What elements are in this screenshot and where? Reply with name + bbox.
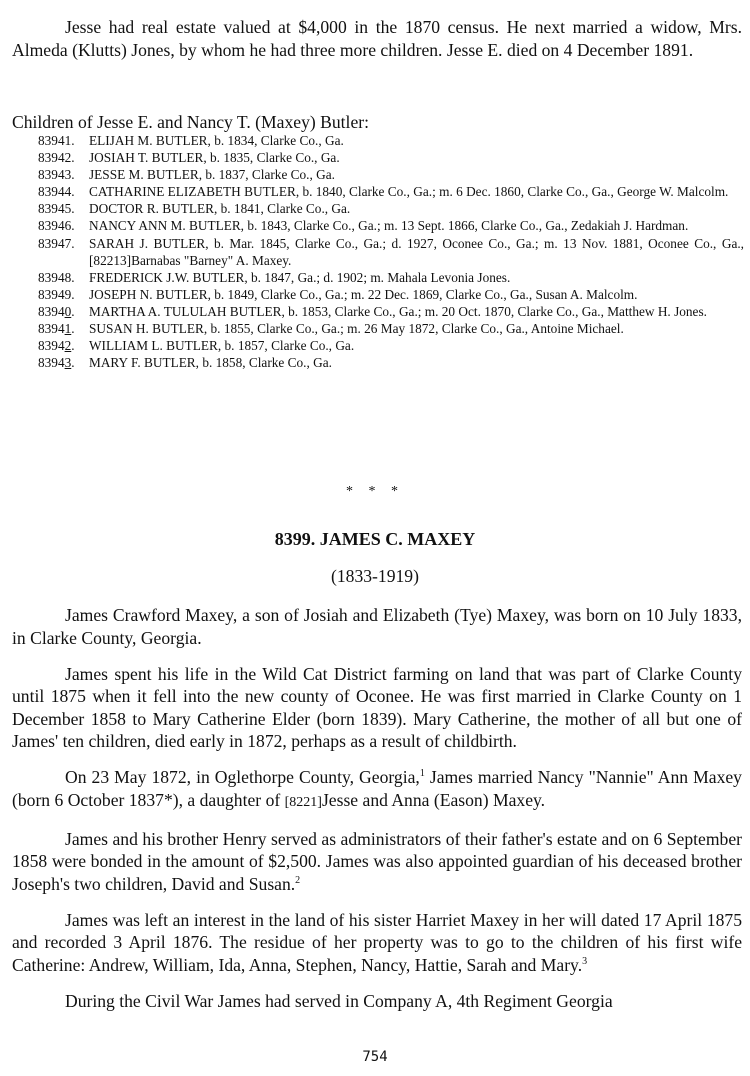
text-run: On 23 May 1872, in Oglethorpe County, Georgia, xyxy=(65,767,420,787)
child-number: 83942. xyxy=(38,150,75,166)
child-text: JOSEPH N. BUTLER, b. 1849, Clarke Co., Ga.; m. 22 Dec. 1869, Clarke Co., Ga., Susan A. Malcolm. xyxy=(89,286,638,302)
child-number: 83949. xyxy=(38,286,75,302)
body-paragraph xyxy=(12,828,742,896)
child-number-digit: 3 xyxy=(64,355,72,371)
footnote-marker: 3 xyxy=(582,955,588,967)
child-number: 83948. xyxy=(38,269,75,285)
child-entry xyxy=(38,320,744,337)
child-number: 83945. xyxy=(38,201,75,217)
child-number: 83943. xyxy=(38,167,75,183)
child-text: NANCY ANN M. BUTLER, b. 1843, Clarke Co., Ga.; m. 13 Sept. 1866, Clarke Co., Ga., Zedakiah J. Hardman. xyxy=(89,218,689,234)
child-entry xyxy=(38,337,744,354)
child-number-digit: 0 xyxy=(64,303,72,319)
text-run: James married Nancy "Nannie" Ann Maxey (born 6 October 1837*), a daughter of xyxy=(12,767,742,810)
section-separator: * * * xyxy=(346,484,404,499)
child-number xyxy=(38,337,75,354)
footnote-marker: 1 xyxy=(419,768,425,780)
child-number-base: 8394 xyxy=(38,355,65,371)
child-entry xyxy=(38,132,744,149)
child-entry xyxy=(38,303,744,320)
text-run: James was left an interest in the land of his sister Harriet Maxey in her will dated 17 April 1875 and recorded 3 April 1876. The residue of her property was to go to the children of his first wife Catherine: Andrew, William, Ida, Anna, Stephen, Nancy, Hattie, Sarah and Mary. xyxy=(12,909,742,975)
child-number: 83941. xyxy=(38,133,75,148)
child-text: CATHARINE ELIZABETH BUTLER, b. 1840, Clarke Co., Ga.; m. 6 Dec. 1860, Clarke Co., Ga., George W. Malcolm. xyxy=(89,184,729,200)
intro-paragraph: Jesse had real estate valued at $4,000 in the 1870 census. He next married a widow, Mrs. Almeda (Klutts) Jones, by whom he had three more children. Jesse E. died on 4 December 1891. xyxy=(12,17,742,60)
section-body xyxy=(12,604,742,1026)
child-number-base: 8394 xyxy=(38,321,65,337)
child-number-base: 8394 xyxy=(38,303,65,319)
child-number-tail: . xyxy=(71,338,75,354)
child-entry xyxy=(38,149,744,166)
cross-reference: [8221] xyxy=(284,794,322,810)
child-number-tail: . xyxy=(71,355,75,371)
child-text: SUSAN H. BUTLER, b. 1855, Clarke Co., Ga.; m. 26 May 1872, Clarke Co., Ga., Antoine Michael. xyxy=(89,321,624,337)
child-entry xyxy=(38,217,744,234)
child-number-digit: 2 xyxy=(64,338,72,354)
body-paragraph xyxy=(12,766,742,814)
child-entry xyxy=(38,235,744,269)
child-entry xyxy=(38,183,744,200)
child-text: MARY F. BUTLER, b. 1858, Clarke Co., Ga. xyxy=(89,355,332,371)
child-text: DOCTOR R. BUTLER, b. 1841, Clarke Co., Ga. xyxy=(89,201,351,217)
section-title: 8399. JAMES C. MAXEY xyxy=(274,529,476,549)
child-entry xyxy=(38,166,744,183)
child-number: 83947. xyxy=(38,235,75,251)
children-list xyxy=(38,132,744,371)
child-text: JESSE M. BUTLER, b. 1837, Clarke Co., Ga. xyxy=(89,167,335,183)
child-entry xyxy=(38,200,744,217)
child-number xyxy=(38,320,75,337)
child-entry xyxy=(38,354,744,371)
child-text: ELIJAH M. BUTLER, b. 1834, Clarke Co., Ga. xyxy=(89,133,344,148)
child-text: SARAH J. BUTLER, b. Mar. 1845, Clarke Co., Ga.; d. 1927, Oconee Co., Ga.; m. 13 Nov. 1881, Oconee Co., Ga., [82213]Barnabas "Barney" A. Maxey. xyxy=(89,235,744,268)
child-number xyxy=(38,303,75,320)
children-heading: Children of Jesse E. and Nancy T. (Maxey) Butler: xyxy=(12,112,369,132)
text-run: James and his brother Henry served as administrators of their father's estate and on 6 September 1858 were bonded in the amount of $2,500. James was also appointed guardian of his deceased brother Joseph's two children, David and Susan. xyxy=(12,828,742,894)
child-number-tail: . xyxy=(71,321,75,337)
child-number: 83944. xyxy=(38,184,75,200)
body-paragraph: James Crawford Maxey, a son of Josiah and Elizabeth (Tye) Maxey, was born on 10 July 1833, in Clarke County, Georgia. xyxy=(12,605,742,648)
body-paragraph: James spent his life in the Wild Cat District farming on land that was part of Clarke County until 1875 when it fell into the new county of Oconee. He was first married in Clarke County on 1 December 1858 to Mary Catherine Elder (born 1839). Mary Catherine, the mother of all but one of James' ten children, died early in 1872, perhaps as a result of childbirth. xyxy=(12,663,742,751)
child-number-tail: . xyxy=(71,303,75,319)
child-entry xyxy=(38,286,744,303)
section-dates: (1833-1919) xyxy=(331,566,419,586)
child-entry xyxy=(38,269,744,286)
child-number-base: 8394 xyxy=(38,338,65,354)
child-number-digit: 1 xyxy=(64,321,72,337)
child-text: MARTHA A. TULULAH BUTLER, b. 1853, Clarke Co., Ga.; m. 20 Oct. 1870, Clarke Co., Ga., Matthew H. Jones. xyxy=(89,303,707,319)
child-number xyxy=(38,354,75,371)
child-text: JOSIAH T. BUTLER, b. 1835, Clarke Co., Ga. xyxy=(89,150,340,166)
body-paragraph xyxy=(12,909,742,977)
body-paragraph: During the Civil War James had served in Company A, 4th Regiment Georgia xyxy=(65,990,613,1011)
child-text: FREDERICK J.W. BUTLER, b. 1847, Ga.; d. 1902; m. Mahala Levonia Jones. xyxy=(89,269,511,285)
footnote-marker: 2 xyxy=(295,874,301,886)
child-text: WILLIAM L. BUTLER, b. 1857, Clarke Co., Ga. xyxy=(89,338,355,354)
page-number: 754 xyxy=(362,1049,388,1065)
text-run: Jesse and Anna (Eason) Maxey. xyxy=(321,789,546,810)
child-number: 83946. xyxy=(38,218,75,234)
